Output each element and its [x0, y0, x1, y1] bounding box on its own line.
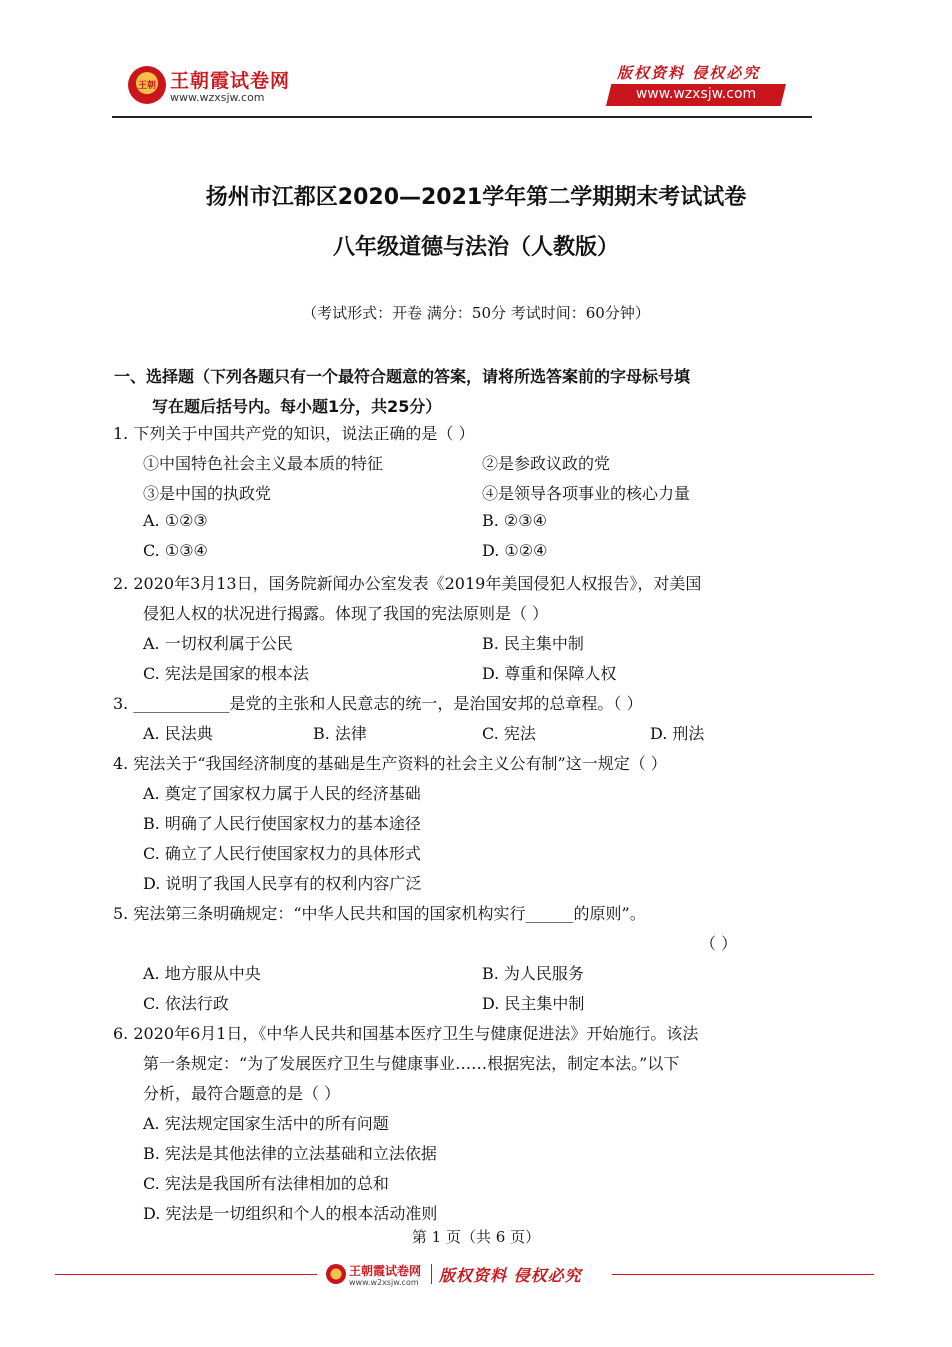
footer-slogan: 版权资料 侵权必究 — [439, 1266, 582, 1285]
q6-option-b: B. 宪法是其他法律的立法基础和立法依据 — [143, 1144, 437, 1163]
page-subtitle: 八年级道德与法治（人教版） — [332, 235, 619, 260]
site-name: 王朝霞试卷网 — [170, 70, 291, 92]
q1-option-a: A. ①②③ — [143, 511, 208, 530]
copyright-slogan: 版权资料 侵权必究 — [617, 64, 761, 82]
q3-option-a: A. 民法典 — [143, 724, 213, 743]
header-divider — [112, 116, 812, 118]
q1-statement-3: ③是中国的执政党 — [143, 484, 272, 503]
section-heading-line2: 写在题后括号内。每小题1分，共25分） — [152, 397, 442, 416]
q6-stem-line1: 6. 2020年6月1日，《中华人民共和国基本医疗卫生与健康促进法》开始施行。该法 — [113, 1024, 699, 1043]
footer-rule-right — [612, 1274, 874, 1275]
q6-option-c: C. 宪法是我国所有法律相加的总和 — [143, 1174, 389, 1193]
q4-option-c: C. 确立了人民行使国家权力的具体形式 — [143, 844, 421, 863]
q5-option-d: D. 民主集中制 — [482, 994, 585, 1013]
q6-stem-line3: 分析，最符合题意的是（ ） — [143, 1084, 341, 1103]
exam-info: （考试形式：开卷 满分：50分 考试时间：60分钟） — [302, 304, 650, 322]
q4-stem: 4. 宪法关于“我国经济制度的基础是生产资料的社会主义公有制”这一规定（ ） — [113, 754, 667, 773]
q2-stem-line2: 侵犯人权的状况进行揭露。体现了我国的宪法原则是（ ） — [143, 604, 549, 623]
q4-option-a: A. 奠定了国家权力属于人民的经济基础 — [143, 784, 421, 803]
q2-option-a: A. 一切权利属于公民 — [143, 634, 293, 653]
q2-option-b: B. 民主集中制 — [482, 634, 584, 653]
q2-stem-line1: 2. 2020年3月13日，国务院新闻办公室发表《2019年美国侵犯人权报告》，对美国 — [113, 574, 702, 593]
q5-option-b: B. 为人民服务 — [482, 964, 584, 983]
q5-answer-paren: （ ） — [700, 934, 738, 953]
q1-option-d: D. ①②④ — [482, 541, 548, 560]
footer-site-url: www.w2xsjw.com — [349, 1278, 419, 1287]
footer-site-name: 王朝霞试卷网 — [349, 1264, 422, 1278]
footer-rule-left — [55, 1274, 317, 1275]
q3-option-c: C. 宪法 — [482, 724, 536, 743]
q3-stem: 3. ____________是党的主张和人民意志的统一，是治国安邦的总章程。（ ） — [113, 694, 643, 713]
q2-option-d: D. 尊重和保障人权 — [482, 664, 617, 683]
q1-statement-4: ④是领导各项事业的核心力量 — [482, 484, 691, 503]
site-logo-badge: 王朝 — [128, 66, 166, 104]
q4-option-b: B. 明确了人民行使国家权力的基本途径 — [143, 814, 421, 833]
q1-statement-2: ②是参政议政的党 — [482, 454, 611, 473]
page-title: 扬州市江都区2020—2021学年第二学期期末考试试卷 — [205, 185, 747, 210]
q1-option-c: C. ①③④ — [143, 541, 208, 560]
q1-option-b: B. ②③④ — [482, 511, 547, 530]
section-heading-line1: 一、选择题（下列各题只有一个最符合题意的答案，请将所选答案前的字母标号填 — [114, 367, 691, 386]
q5-option-a: A. 地方服从中央 — [143, 964, 261, 983]
q6-stem-line2: 第一条规定：“为了发展医疗卫生与健康事业……根据宪法，制定本法。”以下 — [143, 1054, 680, 1073]
footer-divider — [431, 1264, 432, 1284]
q5-stem: 5. 宪法第三条明确规定：“中华人民共和国的国家机构实行______的原则”。 — [113, 904, 646, 923]
copyright-url: www.wzxsjw.com — [635, 86, 757, 102]
q2-option-c: C. 宪法是国家的根本法 — [143, 664, 309, 683]
q3-option-b: B. 法律 — [313, 724, 367, 743]
q3-option-d: D. 刑法 — [650, 724, 705, 743]
q5-option-c: C. 依法行政 — [143, 994, 229, 1013]
q6-option-d: D. 宪法是一切组织和个人的根本活动准则 — [143, 1204, 438, 1223]
section-heading — [114, 362, 814, 422]
q1-statement-1: ①中国特色社会主义最本质的特征 — [143, 454, 384, 473]
q6-option-a: A. 宪法规定国家生活中的所有问题 — [143, 1114, 389, 1133]
site-url: www.wzxsjw.com — [170, 91, 265, 104]
footer-logo-icon — [326, 1264, 346, 1284]
page-number: 第 1 页（共 6 页） — [411, 1228, 541, 1246]
q1-stem: 1. 下列关于中国共产党的知识，说法正确的是（ ） — [113, 424, 475, 443]
q4-option-d: D. 说明了我国人民享有的权利内容广泛 — [143, 874, 422, 893]
